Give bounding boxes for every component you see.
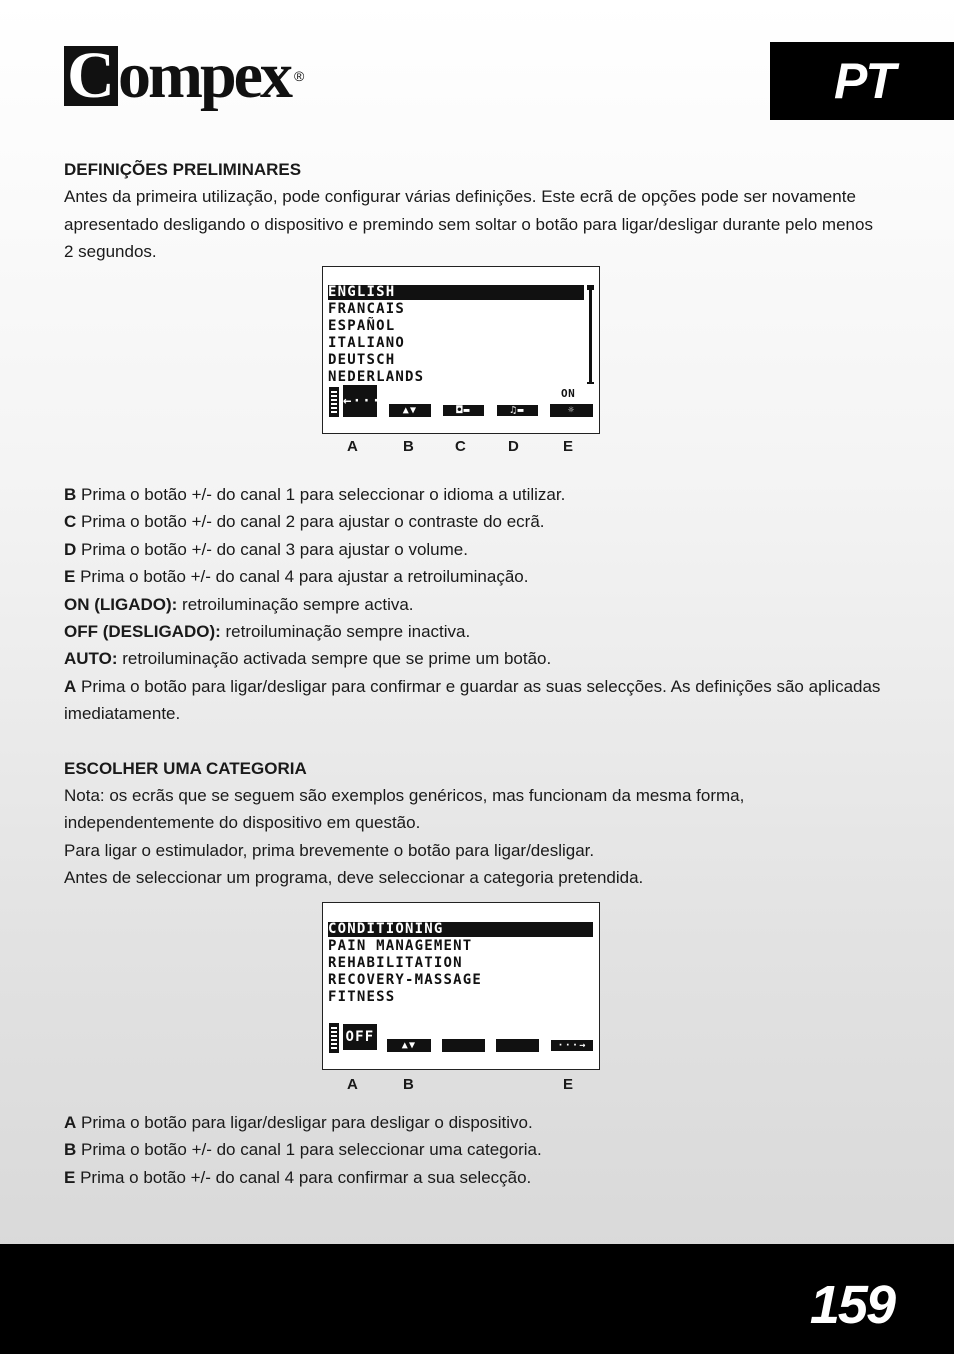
key-label: A <box>347 1076 358 1093</box>
category-select-screen <box>322 902 600 1070</box>
instruction-line: AUTO: retroiluminação activada sempre que se prime um botão. <box>64 649 552 669</box>
screen2-key-labels <box>322 1076 600 1096</box>
key-label: D <box>508 438 519 455</box>
blank-softkey <box>442 1039 485 1052</box>
paragraph-line: apresentado desligando o dispositivo e premindo sem soltar o botão para ligar/desligar durante pelo menos <box>64 214 873 234</box>
up-down-arrows-icon: ▲▼ <box>387 1039 431 1052</box>
scrollbar <box>589 287 592 383</box>
power-off-label: OFF <box>343 1024 377 1050</box>
language-tab: PT <box>770 42 954 120</box>
paragraph-line: Para ligar o estimulador, prima brevemente o botão para ligar/desligar. <box>64 840 595 860</box>
paragraph-line: Antes de seleccionar um programa, deve seleccionar a categoria pretendida. <box>64 868 644 888</box>
instruction-line: B Prima o botão +/- do canal 1 para seleccionar uma categoria. <box>64 1140 542 1160</box>
instruction-line: D Prima o botão +/- do canal 3 para ajustar o volume. <box>64 539 468 559</box>
screen-menu-item: ESPAÑOL <box>328 318 396 334</box>
logo-wordmark: ompex <box>118 39 290 112</box>
backlight-on-label: ON <box>561 387 576 400</box>
screen-menu-item: ITALIANO <box>328 335 406 351</box>
page-footer <box>0 1244 954 1354</box>
paragraph-line: Nota: os ecrãs que se seguem são exemplos genéricos, mas funcionam da mesma forma, <box>64 786 745 806</box>
screen-menu-item: FITNESS <box>328 989 396 1005</box>
instruction-line: A Prima o botão para ligar/desligar para desligar o dispositivo. <box>64 1113 533 1132</box>
instruction-line: E Prima o botão +/- do canal 4 para ajustar a retroiluminação. <box>64 567 529 587</box>
key-label: A <box>347 438 358 455</box>
confirm-arrow-icon: ···→ <box>550 1039 594 1052</box>
key-label: E <box>563 438 574 455</box>
screen-menu-item: RECOVERY-MASSAGE <box>328 972 483 988</box>
logo-initial: C <box>64 46 118 106</box>
paragraph-line: 2 segundos. <box>64 242 157 262</box>
back-arrow-icon: ←··· <box>343 385 377 417</box>
battery-icon <box>329 1023 339 1053</box>
instruction-line: ON (LIGADO): retroiluminação sempre activa. <box>64 594 414 614</box>
key-label: B <box>403 438 414 455</box>
up-down-arrows-icon: ▲▼ <box>389 404 431 417</box>
screen-menu-item: ENGLISH <box>328 285 584 300</box>
screen-menu-item: FRANCAIS <box>328 301 406 317</box>
registered-mark: ® <box>293 68 305 84</box>
screen-menu-item: CONDITIONING <box>328 922 593 937</box>
battery-icon <box>329 387 339 417</box>
screen1-key-labels <box>322 438 600 458</box>
screen-menu-item: REHABILITATION <box>328 955 463 971</box>
instruction-line: A Prima o botão para ligar/desligar para confirmar e guardar as suas selecções. As definições são aplicadas <box>64 676 881 696</box>
key-label: C <box>455 438 466 455</box>
instruction-line: E Prima o botão +/- do canal 4 para confirmar a sua selecção. <box>64 1167 532 1187</box>
key-label: E <box>563 1076 574 1093</box>
compex-logo <box>64 39 305 118</box>
section-preliminary-settings <box>64 156 894 266</box>
backlight-icon: ☼ <box>550 404 593 417</box>
blank-softkey <box>496 1039 539 1052</box>
instruction-line: OFF (DESLIGADO): retroiluminação sempre inactiva. <box>64 622 471 642</box>
section-heading: DEFINIÇÕES PRELIMINARES <box>64 160 302 179</box>
settings-instructions <box>64 481 894 892</box>
screen-menu-item: DEUTSCH <box>328 352 396 368</box>
volume-icon: ♫▬ <box>496 404 539 417</box>
instruction-line: B Prima o botão +/- do canal 1 para seleccionar o idioma a utilizar. <box>64 485 566 504</box>
paragraph-line: Antes da primeira utilização, pode configurar várias definições. Este ecrã de opções pode ser novamente <box>64 187 856 207</box>
screen-menu-item: PAIN MANAGEMENT <box>328 938 473 954</box>
key-label: B <box>403 1076 414 1093</box>
screen-menu-item: NEDERLANDS <box>328 369 425 385</box>
instruction-line: C Prima o botão +/- do canal 2 para ajustar o contraste do ecrã. <box>64 512 545 532</box>
paragraph-line: independentemente do dispositivo em questão. <box>64 813 421 833</box>
section-heading: ESCOLHER UMA CATEGORIA <box>64 758 307 778</box>
category-instructions <box>64 1109 894 1191</box>
language-settings-screen <box>322 266 600 434</box>
page-number: 159 <box>809 1275 894 1335</box>
contrast-icon: ◘▬ <box>442 404 485 417</box>
instruction-line: imediatamente. <box>64 704 181 724</box>
